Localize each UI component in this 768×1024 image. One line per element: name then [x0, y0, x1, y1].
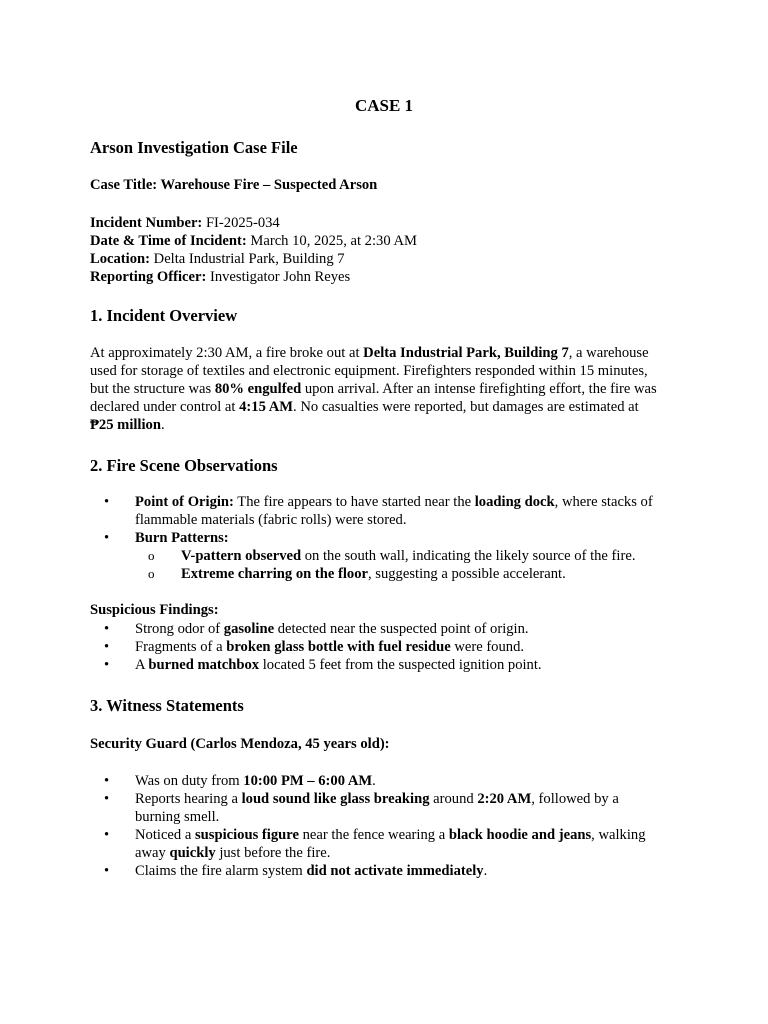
meta-label: Reporting Officer:: [90, 269, 207, 285]
text: .: [372, 773, 376, 789]
meta-value: Delta Industrial Park, Building 7: [150, 251, 345, 267]
bullet-icon: •: [104, 827, 110, 843]
meta-label: Date & Time of Incident:: [90, 233, 247, 249]
text: located 5 feet from the suspected ignition point.: [259, 657, 542, 673]
text: , where stacks of: [554, 494, 653, 510]
list-item-text: [135, 529, 229, 547]
text: .: [160, 417, 165, 433]
emphasis: Burn Patterns:: [135, 530, 229, 546]
sub-list-item: [0, 547, 768, 565]
document-title: Arson Investigation Case File: [90, 138, 298, 157]
bullet-icon: •: [104, 773, 110, 789]
section-heading-fire-scene: 2. Fire Scene Observations: [90, 456, 278, 475]
incident-metadata: [90, 214, 417, 286]
text: burning smell.: [135, 809, 220, 825]
emphasis: Delta Industrial Park, Building 7: [363, 345, 569, 361]
emphasis: suspicious figure: [194, 827, 299, 843]
list-item-text: [135, 826, 646, 844]
sub-bullet-icon: o: [148, 548, 155, 563]
emphasis: did not activate immediately: [306, 863, 484, 879]
emphasis: loud sound like glass breaking: [241, 791, 430, 807]
bullet-icon: •: [104, 494, 110, 510]
list-item: [0, 826, 768, 844]
observations-list: [0, 493, 768, 583]
sub-list-item: [0, 565, 768, 583]
incident-datetime: [90, 232, 417, 250]
emphasis: 2:20 AM: [477, 791, 532, 807]
text: .: [483, 863, 488, 879]
emphasis: black hoodie and jeans: [448, 827, 592, 843]
text: , suggesting a possible accelerant.: [367, 566, 566, 582]
incident-location: [90, 250, 417, 268]
text: on the south wall, indicating the likely source of the fire.: [301, 548, 636, 564]
list-item-text: [135, 790, 619, 808]
paragraph-line: [90, 380, 670, 398]
text: flammable materials (fabric rolls) were stored.: [135, 512, 407, 528]
suspicious-findings-list: [0, 620, 768, 674]
text: Strong odor of: [135, 621, 224, 637]
text: away: [135, 845, 170, 861]
text: but the structure was: [90, 381, 215, 397]
bullet-icon: •: [104, 863, 110, 879]
list-item-continuation: [0, 808, 768, 826]
text: near the fence wearing a: [298, 827, 449, 843]
bullet-icon: •: [104, 621, 110, 637]
text: around: [429, 791, 478, 807]
list-item: [0, 529, 768, 547]
emphasis: broken glass bottle with fuel residue: [226, 639, 451, 655]
text: , followed by a: [531, 791, 619, 807]
paragraph-line: [90, 416, 670, 434]
emphasis: 10:00 PM – 6:00 AM: [243, 773, 373, 789]
list-item-text: [135, 638, 524, 656]
list-item: [0, 638, 768, 656]
suspicious-findings-heading: Suspicious Findings:: [90, 602, 219, 618]
emphasis: 4:15 AM: [239, 399, 294, 415]
text: Fragments of a: [135, 639, 227, 655]
emphasis: burned matchbox: [148, 657, 260, 673]
list-item-continuation: [0, 511, 768, 529]
text: used for storage of textiles and electronic equipment. Firefighters responded within 15 minutes,: [90, 363, 648, 379]
incident-number: [90, 214, 417, 232]
bullet-icon: •: [104, 791, 110, 807]
text: A: [135, 657, 149, 673]
bullet-icon: •: [104, 530, 110, 546]
bullet-icon: •: [104, 639, 110, 655]
text: just before the fire.: [215, 845, 331, 861]
emphasis: V-pattern observed: [181, 548, 302, 564]
emphasis: quickly: [169, 845, 216, 861]
list-item-text: [135, 620, 529, 638]
list-item-text: [135, 656, 542, 674]
paragraph-line: [90, 344, 670, 362]
meta-value: Investigator John Reyes: [206, 269, 351, 285]
emphasis: loading dock: [474, 494, 555, 510]
text: Was on duty from: [135, 773, 244, 789]
paragraph-line: [90, 362, 670, 380]
list-item: [0, 772, 768, 790]
witness-statements-list: [0, 772, 768, 880]
list-item-text: [135, 862, 487, 880]
bullet-icon: •: [104, 657, 110, 673]
sub-list-item-text: [181, 565, 566, 583]
text: were found.: [450, 639, 525, 655]
reporting-officer: [90, 268, 417, 286]
text: Claims the fire alarm system: [135, 863, 307, 879]
case-heading: CASE 1: [354, 96, 414, 115]
meta-value: March 10, 2025, at 2:30 AM: [246, 233, 417, 249]
meta-label: Incident Number:: [90, 215, 203, 231]
text: , a warehouse: [568, 345, 649, 361]
text: upon arrival. After an intense firefighting effort, the fire was: [301, 381, 657, 397]
meta-label: Location:: [90, 251, 150, 267]
text: . No casualties were reported, but damages are estimated at: [293, 399, 639, 415]
text: The fire appears to have started near the: [233, 494, 475, 510]
emphasis: 80% engulfed: [214, 381, 302, 397]
paragraph-line: [90, 398, 670, 416]
text: declared under control at: [90, 399, 240, 415]
text: detected near the suspected point of origin.: [274, 621, 529, 637]
meta-value: FI-2025-034: [202, 215, 280, 231]
sub-bullet-icon: o: [148, 566, 155, 581]
text: , walking: [591, 827, 646, 843]
list-item: [0, 493, 768, 511]
witness-heading: Security Guard (Carlos Mendoza, 45 years old):: [90, 736, 390, 752]
list-item-text: [135, 772, 376, 790]
text: At approximately 2:30 AM, a fire broke out at: [90, 345, 364, 361]
emphasis: ₱25 million: [90, 417, 161, 433]
list-item-continuation: [0, 844, 768, 862]
sub-list-item-text: [181, 547, 635, 565]
list-item-text: [135, 844, 330, 862]
list-item: [0, 862, 768, 880]
emphasis: Point of Origin:: [135, 494, 234, 510]
incident-overview-paragraph: [90, 344, 670, 434]
emphasis: Extreme charring on the floor: [181, 566, 368, 582]
case-title: Case Title: Warehouse Fire – Suspected Arson: [90, 177, 378, 193]
section-heading-incident-overview: 1. Incident Overview: [90, 306, 238, 325]
list-item: [0, 656, 768, 674]
section-heading-witness-statements: 3. Witness Statements: [90, 696, 244, 715]
list-item-text: [135, 493, 653, 511]
list-item: [0, 790, 768, 808]
text: Reports hearing a: [135, 791, 242, 807]
text: Noticed a: [135, 827, 195, 843]
emphasis: gasoline: [223, 621, 275, 637]
list-item: [0, 620, 768, 638]
